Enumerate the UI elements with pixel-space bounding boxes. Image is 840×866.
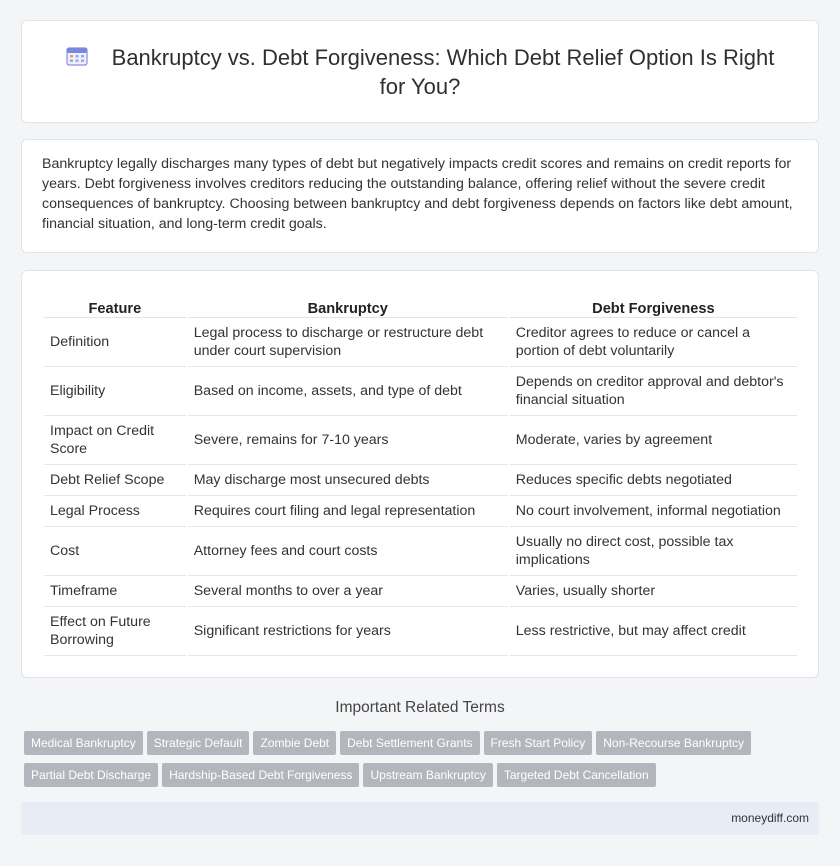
table-row [44, 416, 797, 465]
related-terms-heading: Important Related Terms [335, 699, 505, 716]
feature-cell: Definition [44, 318, 186, 367]
feature-cell: Impact on Credit Score [44, 416, 186, 465]
bankruptcy-cell: Severe, remains for 7-10 years [188, 416, 508, 465]
table-row [44, 576, 797, 607]
related-term-tag[interactable]: Upstream Bankruptcy [363, 763, 492, 787]
related-term-tag[interactable]: Non-Recourse Bankruptcy [596, 731, 751, 755]
bankruptcy-cell: May discharge most unsecured debts [188, 465, 508, 496]
footer [21, 802, 819, 835]
header-debt-forgiveness: Debt Forgiveness [510, 297, 797, 318]
forgiveness-cell: Reduces specific debts negotiated [510, 465, 797, 496]
header-feature: Feature [44, 297, 186, 318]
table-row [44, 496, 797, 527]
forgiveness-cell: Less restrictive, but may affect credit [510, 607, 797, 656]
related-term-tag[interactable]: Fresh Start Policy [484, 731, 593, 755]
feature-cell: Eligibility [44, 367, 186, 416]
header-bankruptcy: Bankruptcy [188, 297, 508, 318]
intro-card [21, 139, 819, 253]
forgiveness-cell: Varies, usually shorter [510, 576, 797, 607]
bankruptcy-cell: Legal process to discharge or restructure debt under court supervision [188, 318, 508, 367]
page-title-wrap [62, 43, 778, 101]
comparison-card [21, 270, 819, 678]
table-row [44, 367, 797, 416]
table-header-row [44, 297, 797, 318]
forgiveness-cell: No court involvement, informal negotiation [510, 496, 797, 527]
forgiveness-cell: Creditor agrees to reduce or cancel a portion of debt voluntarily [510, 318, 797, 367]
bankruptcy-cell: Attorney fees and court costs [188, 527, 508, 576]
related-terms-tags [24, 731, 824, 795]
related-term-tag[interactable]: Zombie Debt [253, 731, 336, 755]
related-term-tag[interactable]: Strategic Default [147, 731, 250, 755]
feature-cell: Cost [44, 527, 186, 576]
feature-cell: Legal Process [44, 496, 186, 527]
comparison-table [42, 297, 799, 656]
forgiveness-cell: Moderate, varies by agreement [510, 416, 797, 465]
title-card [21, 20, 819, 123]
intro-paragraph: Bankruptcy legally discharges many types of debt but negatively impacts credit scores and remains on credit reports for years. Debt forgiveness involves creditors reducing the outstanding balance, offering relief without the severe credit consequences of bankruptcy. Choosing between bankruptcy and debt forgiveness depends on factors like debt amount, financial situation, and long-term credit goals. [42, 156, 793, 232]
page-title: Bankruptcy vs. Debt Forgiveness: Which Debt Relief Option Is Right for You? [111, 45, 775, 99]
bankruptcy-cell: Several months to over a year [188, 576, 508, 607]
bankruptcy-cell: Requires court filing and legal representation [188, 496, 508, 527]
forgiveness-cell: Depends on creditor approval and debtor's financial situation [510, 367, 797, 416]
tag-row [24, 731, 824, 763]
footer-site-link[interactable]: moneydiff.com [731, 811, 809, 825]
bankruptcy-cell: Based on income, assets, and type of debt [188, 367, 508, 416]
bankruptcy-cell: Significant restrictions for years [188, 607, 508, 656]
forgiveness-cell: Usually no direct cost, possible tax implications [510, 527, 797, 576]
feature-cell: Timeframe [44, 576, 186, 607]
related-term-tag[interactable]: Medical Bankruptcy [24, 731, 143, 755]
table-row [44, 607, 797, 656]
tag-row [24, 763, 824, 795]
related-term-tag[interactable]: Targeted Debt Cancellation [497, 763, 656, 787]
related-term-tag[interactable]: Debt Settlement Grants [340, 731, 479, 755]
table-row [44, 465, 797, 496]
feature-cell: Effect on Future Borrowing [44, 607, 186, 656]
table-row [44, 318, 797, 367]
related-term-tag[interactable]: Partial Debt Discharge [24, 763, 158, 787]
calendar-icon [66, 46, 88, 66]
related-term-tag[interactable]: Hardship-Based Debt Forgiveness [162, 763, 359, 787]
feature-cell: Debt Relief Scope [44, 465, 186, 496]
table-row [44, 527, 797, 576]
